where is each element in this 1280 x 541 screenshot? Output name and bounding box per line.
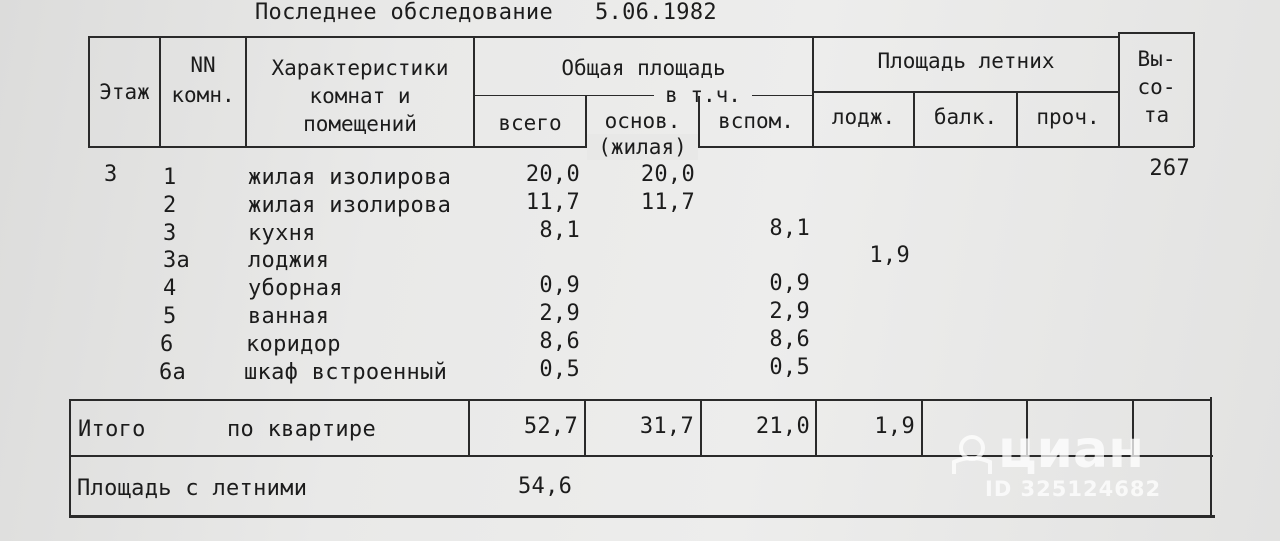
cell-floor: 3 xyxy=(104,162,118,187)
cell-total: 0,9 xyxy=(539,273,580,298)
col-char-3: помещений xyxy=(303,112,417,136)
cell-room-no: 3 xyxy=(163,221,177,246)
col-aux: вспом. xyxy=(718,109,794,133)
col-total-area: Общая площадь xyxy=(561,56,726,80)
watermark-id: ID 325124682 xyxy=(985,477,1162,501)
cell-room-name: шкаф встроенный xyxy=(244,360,448,385)
last-survey-date: 5.06.1982 xyxy=(595,0,717,25)
totals-aux: 21,0 xyxy=(755,414,810,439)
with-summer-label: Площадь с летними xyxy=(77,476,308,501)
col-floor: Этаж xyxy=(99,80,150,104)
totals-loggia: 1,9 xyxy=(874,414,915,439)
cell-aux: 8,6 xyxy=(769,327,810,352)
cell-total: 20,0 xyxy=(525,162,580,187)
col-height-3: та xyxy=(1143,103,1170,127)
totals-total: 52,7 xyxy=(523,414,578,439)
last-survey-label: Последнее обследование xyxy=(255,0,553,25)
cell-room-name: коридор xyxy=(246,332,341,357)
cell-total: 0,5 xyxy=(539,357,580,382)
col-summer-area: Площадь летних xyxy=(877,49,1055,73)
cell-room-no: 6а xyxy=(159,360,187,385)
cell-room-no: 5 xyxy=(163,304,177,329)
cell-room-name: жилая изолирова xyxy=(248,165,452,190)
watermark-logo-icon xyxy=(950,432,994,476)
cell-aux: 0,9 xyxy=(769,271,810,296)
col-char-2: комнат и xyxy=(309,84,411,108)
cell-aux: 2,9 xyxy=(769,299,810,324)
cell-total: 2,9 xyxy=(539,301,580,326)
totals-label-2: по квартире xyxy=(227,417,376,442)
cell-room-no: 4 xyxy=(163,276,177,301)
cell-aux: 8,1 xyxy=(769,216,810,241)
col-char-1: Характеристики xyxy=(271,56,449,80)
cell-room-no: 3а xyxy=(163,248,191,273)
col-room-no-2: комн. xyxy=(171,83,235,107)
col-main-2: (жилая) xyxy=(587,134,698,160)
col-height-1: Вы- xyxy=(1137,47,1176,71)
cell-total: 11,7 xyxy=(525,190,580,215)
col-loggia: лодж. xyxy=(831,105,896,129)
cell-height: 267 xyxy=(1149,156,1190,181)
totals-main: 31,7 xyxy=(639,414,694,439)
cell-room-name: лоджия xyxy=(248,248,330,273)
cell-total: 8,6 xyxy=(539,329,580,354)
col-balcony: балк. xyxy=(933,105,998,129)
col-height-2: со- xyxy=(1137,75,1176,99)
cell-aux: 0,5 xyxy=(769,355,810,380)
col-room-no-1: NN xyxy=(190,53,216,77)
col-main-1: основ. xyxy=(604,109,681,133)
cell-main: 20,0 xyxy=(640,162,695,187)
cell-room-name: уборная xyxy=(248,276,343,301)
cell-main: 11,7 xyxy=(640,190,695,215)
cell-loggia: 1,9 xyxy=(869,243,910,268)
cell-room-name: кухня xyxy=(248,221,316,246)
watermark-brand: циан xyxy=(998,420,1144,480)
cell-room-no: 1 xyxy=(163,165,177,190)
cell-room-name: ванная xyxy=(248,304,330,329)
cell-total: 8,1 xyxy=(539,218,580,243)
col-total: всего xyxy=(498,111,562,135)
totals-label-1: Итого xyxy=(78,417,146,442)
with-summer-value: 54,6 xyxy=(518,474,573,499)
col-incl: в т.ч. xyxy=(665,83,741,107)
cell-room-no: 6 xyxy=(160,332,174,357)
cell-room-no: 2 xyxy=(163,193,177,218)
cell-room-name: жилая изолирова xyxy=(248,193,452,218)
col-other: проч. xyxy=(1036,105,1100,129)
